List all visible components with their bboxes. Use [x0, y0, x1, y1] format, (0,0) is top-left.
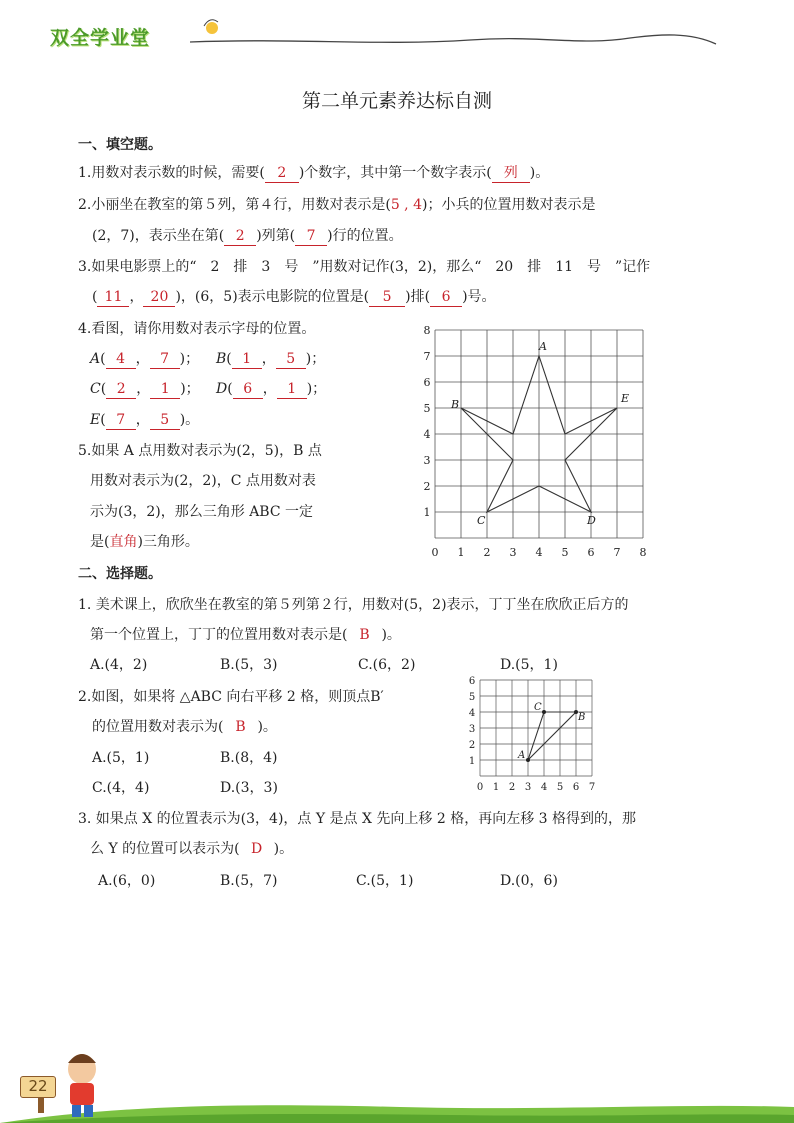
q3-text-e: )号。: [462, 289, 496, 305]
q3-text-a: (: [92, 289, 98, 305]
y-tick-label: 8: [423, 324, 431, 337]
q4-label-E: E: [90, 412, 101, 428]
choice-1-line-2: [90, 626, 401, 644]
q4-label-D: D: [216, 381, 228, 397]
q3-text-d: )排(: [405, 289, 431, 305]
y-tick-label: 3: [468, 724, 476, 735]
q4-item-C: C( 2 ， 1 )；: [90, 381, 200, 397]
x-tick-label: 3: [509, 546, 517, 559]
q4-end: ；: [312, 381, 327, 397]
c1-answer: B: [359, 627, 370, 643]
q4-sep: ，: [261, 351, 276, 367]
q4-item-B: B( 1 ， 5 )；: [216, 351, 326, 367]
q5-answer: 直角: [109, 534, 138, 550]
y-tick-label: 5: [423, 402, 431, 415]
q4-label-A: A: [90, 351, 101, 367]
question-4-intro: 4.看图，请你用数对表示字母的位置。: [78, 321, 316, 337]
x-tick-label: 2: [508, 782, 516, 793]
choice-3-line-1: 3. 如果点 X 的位置表示为(3，4)，点 Y 是点 X 先向上移 2 格，再向左移 3 格得到的，那: [78, 811, 637, 827]
question-5-line-2: 用数对表示为(2，2)，C 点用数对表: [90, 473, 316, 489]
q4-end: ；: [185, 351, 200, 367]
q4-end-last: 。: [185, 412, 200, 428]
c2-option-a[interactable]: A.(5，1): [92, 750, 150, 766]
point-label-E: E: [621, 392, 630, 405]
q2-answer-3: 7: [295, 227, 327, 246]
q4-E-y: 5: [150, 411, 180, 430]
q3-answer-2: 20: [143, 288, 175, 307]
c1-option-c[interactable]: C.(6，2): [358, 657, 416, 673]
q1-text-c: )。: [529, 165, 550, 181]
x-tick-label: 1: [457, 546, 465, 559]
q3-answer-4: 6: [430, 288, 462, 307]
q4-label-B: B: [216, 351, 227, 367]
q4-B-y: 5: [276, 350, 306, 369]
q2-answer-2: 2: [224, 227, 256, 246]
question-2-line-1: [78, 196, 595, 214]
question-5-line-3: 示为(3，2)，那么三角形 ABC 一定: [90, 504, 314, 520]
point-C: [542, 710, 546, 714]
c1-option-a[interactable]: A.(4，2): [90, 657, 148, 673]
q2-answer-1: 5 , 4: [390, 197, 422, 213]
triangle-coordinate-grid: [460, 676, 610, 798]
q3-answer-1: 11: [97, 288, 129, 307]
c2-option-b[interactable]: B.(8，4): [220, 750, 278, 766]
y-tick-label: 6: [423, 376, 431, 389]
c3-option-d[interactable]: D.(0，6): [500, 873, 558, 889]
y-tick-label: 1: [468, 756, 476, 767]
question-1: [78, 164, 549, 183]
question-5-line-1: 5.如果 A 点用数对表示为(2，5)，B 点: [78, 443, 322, 459]
q4-sep: ，: [136, 381, 151, 397]
x-tick-label: 8: [639, 546, 647, 559]
q4-E-x: 7: [106, 411, 136, 430]
page-number-sign: [20, 1076, 56, 1098]
c2-option-d[interactable]: D.(3，3): [220, 780, 278, 796]
q4-item-E: E( 7 ， 5 )。: [90, 412, 200, 428]
y-tick-label: 5: [468, 692, 476, 703]
q1-text-a: 1.用数对表示数的时候，需要(: [78, 165, 265, 181]
c3-option-c[interactable]: C.(5，1): [356, 873, 414, 889]
q4-end: ；: [185, 381, 200, 397]
x-tick-label: 6: [572, 782, 580, 793]
x-tick-label: 4: [540, 782, 548, 793]
q2-text-c: (2，7)，表示坐在第(: [92, 228, 225, 244]
q4-C-y: 1: [150, 380, 180, 399]
x-tick-label: 6: [587, 546, 595, 559]
page-title: 第二单元素养达标自测: [301, 90, 492, 112]
q2-text-b: )；小兵的位置用数对表示是: [422, 197, 596, 213]
c2-text-a: 的位置用数对表示为(: [92, 719, 224, 735]
q4-A-x: 4: [106, 350, 136, 369]
q4-end: ；: [311, 351, 326, 367]
y-tick-label: 4: [468, 708, 476, 719]
brand-logo: 双全学业堂: [50, 27, 151, 49]
x-tick-label: 1: [492, 782, 500, 793]
point-label-B: B: [451, 398, 460, 411]
section-title-fill-in: 一、填空题。: [78, 137, 162, 153]
c3-answer: D: [250, 841, 263, 857]
y-tick-label: 2: [423, 480, 431, 493]
question-3-line-1: 3.如果电影票上的“ 2 排 3 号 ”用数对记作(3，2)，那么“ 20 排 11 号 ”记作: [78, 259, 651, 275]
x-tick-label: 0: [476, 782, 484, 793]
q4-item-D: D( 6 ， 1 )；: [216, 381, 327, 397]
c2-text-b: )。: [257, 719, 277, 735]
header-banner: [0, 0, 794, 60]
q5-text-b: )三角形。: [137, 534, 199, 550]
c3-option-b[interactable]: B.(5，7): [220, 873, 278, 889]
footer-decoration: [0, 1043, 794, 1123]
c1-option-d[interactable]: D.(5，1): [500, 657, 558, 673]
choice-2-line-1: 2.如图，如果将 △ABC 向右平移 2 格，则顶点B′: [78, 689, 384, 705]
q2-text-e: )行的位置。: [327, 228, 403, 244]
page-number: 22: [28, 1077, 48, 1095]
y-tick-label: 7: [423, 350, 431, 363]
q4-B-x: 1: [232, 350, 262, 369]
section-title-choice: 二、选择题。: [78, 566, 162, 582]
x-tick-label: 7: [588, 782, 596, 793]
q4-sep: ，: [262, 381, 277, 397]
choice-1-line-1: 1. 美术课上，欣欣坐在教室的第５列第２行，用数对(5，2)表示，丁丁坐在欣欣正后方的: [78, 597, 629, 613]
x-tick-label: 3: [524, 782, 532, 793]
choice-3-line-2: [90, 840, 293, 858]
c3-text-a: 么 Y 的位置可以表示为(: [90, 841, 240, 857]
point-label-C: C: [477, 514, 486, 527]
q5-text-a: 是(: [90, 534, 110, 550]
q4-D-x: 6: [233, 380, 263, 399]
q1-answer-2: 列: [492, 164, 530, 183]
question-5-line-4: [90, 533, 199, 551]
x-tick-label: 4: [535, 546, 543, 559]
choice-2-line-2: [92, 718, 277, 736]
y-tick-label: 4: [423, 428, 431, 441]
q3-answer-3: 5: [369, 288, 405, 307]
c1-option-b[interactable]: B.(5，3): [220, 657, 278, 673]
c2-option-c[interactable]: C.(4，4): [92, 780, 150, 796]
x-tick-label: 0: [431, 546, 439, 559]
y-tick-label: 1: [423, 506, 431, 519]
q3-text-b: ，: [129, 289, 144, 305]
y-tick-label: 3: [423, 454, 431, 467]
point-A: [526, 758, 530, 762]
q4-A-y: 7: [150, 350, 180, 369]
q1-answer-1: 2: [265, 164, 299, 183]
point-label-A: A: [518, 750, 526, 761]
c1-text-a: 第一个位置上，丁丁的位置用数对表示是(: [90, 627, 348, 643]
star-coordinate-grid: [415, 324, 665, 568]
x-tick-label: 5: [556, 782, 564, 793]
c3-option-a[interactable]: A.(6，0): [98, 873, 156, 889]
question-2-line-2: [92, 227, 403, 246]
y-tick-label: 6: [468, 676, 476, 687]
c2-answer: B: [235, 719, 246, 735]
q2-text-d: )列第(: [256, 228, 296, 244]
point-label-D: D: [587, 514, 596, 527]
x-tick-label: 5: [561, 546, 569, 559]
x-tick-label: 2: [483, 546, 491, 559]
point-label-A: A: [539, 340, 547, 353]
point-label-C: C: [534, 702, 542, 713]
question-3-line-2: [92, 288, 496, 307]
q4-sep: ，: [135, 412, 150, 428]
c1-text-b: )。: [381, 627, 401, 643]
q4-sep: ，: [135, 351, 150, 367]
point-label-B: B: [578, 712, 586, 723]
q4-item-A: A( 4 ， 7 )；: [90, 351, 200, 367]
x-tick-label: 7: [613, 546, 621, 559]
y-tick-label: 2: [468, 740, 476, 751]
q4-label-C: C: [90, 381, 101, 397]
q2-text-a: 2.小丽坐在教室的第５列，第４行，用数对表示是(: [78, 197, 391, 213]
q3-text-c: )，(6，5)表示电影院的位置是(: [175, 289, 370, 305]
q4-D-y: 1: [277, 380, 307, 399]
q4-C-x: 2: [106, 380, 136, 399]
c3-text-b: )。: [273, 841, 294, 857]
triangle-abc: [528, 712, 576, 760]
q1-text-b: )个数字，其中第一个数字表示(: [298, 165, 492, 181]
